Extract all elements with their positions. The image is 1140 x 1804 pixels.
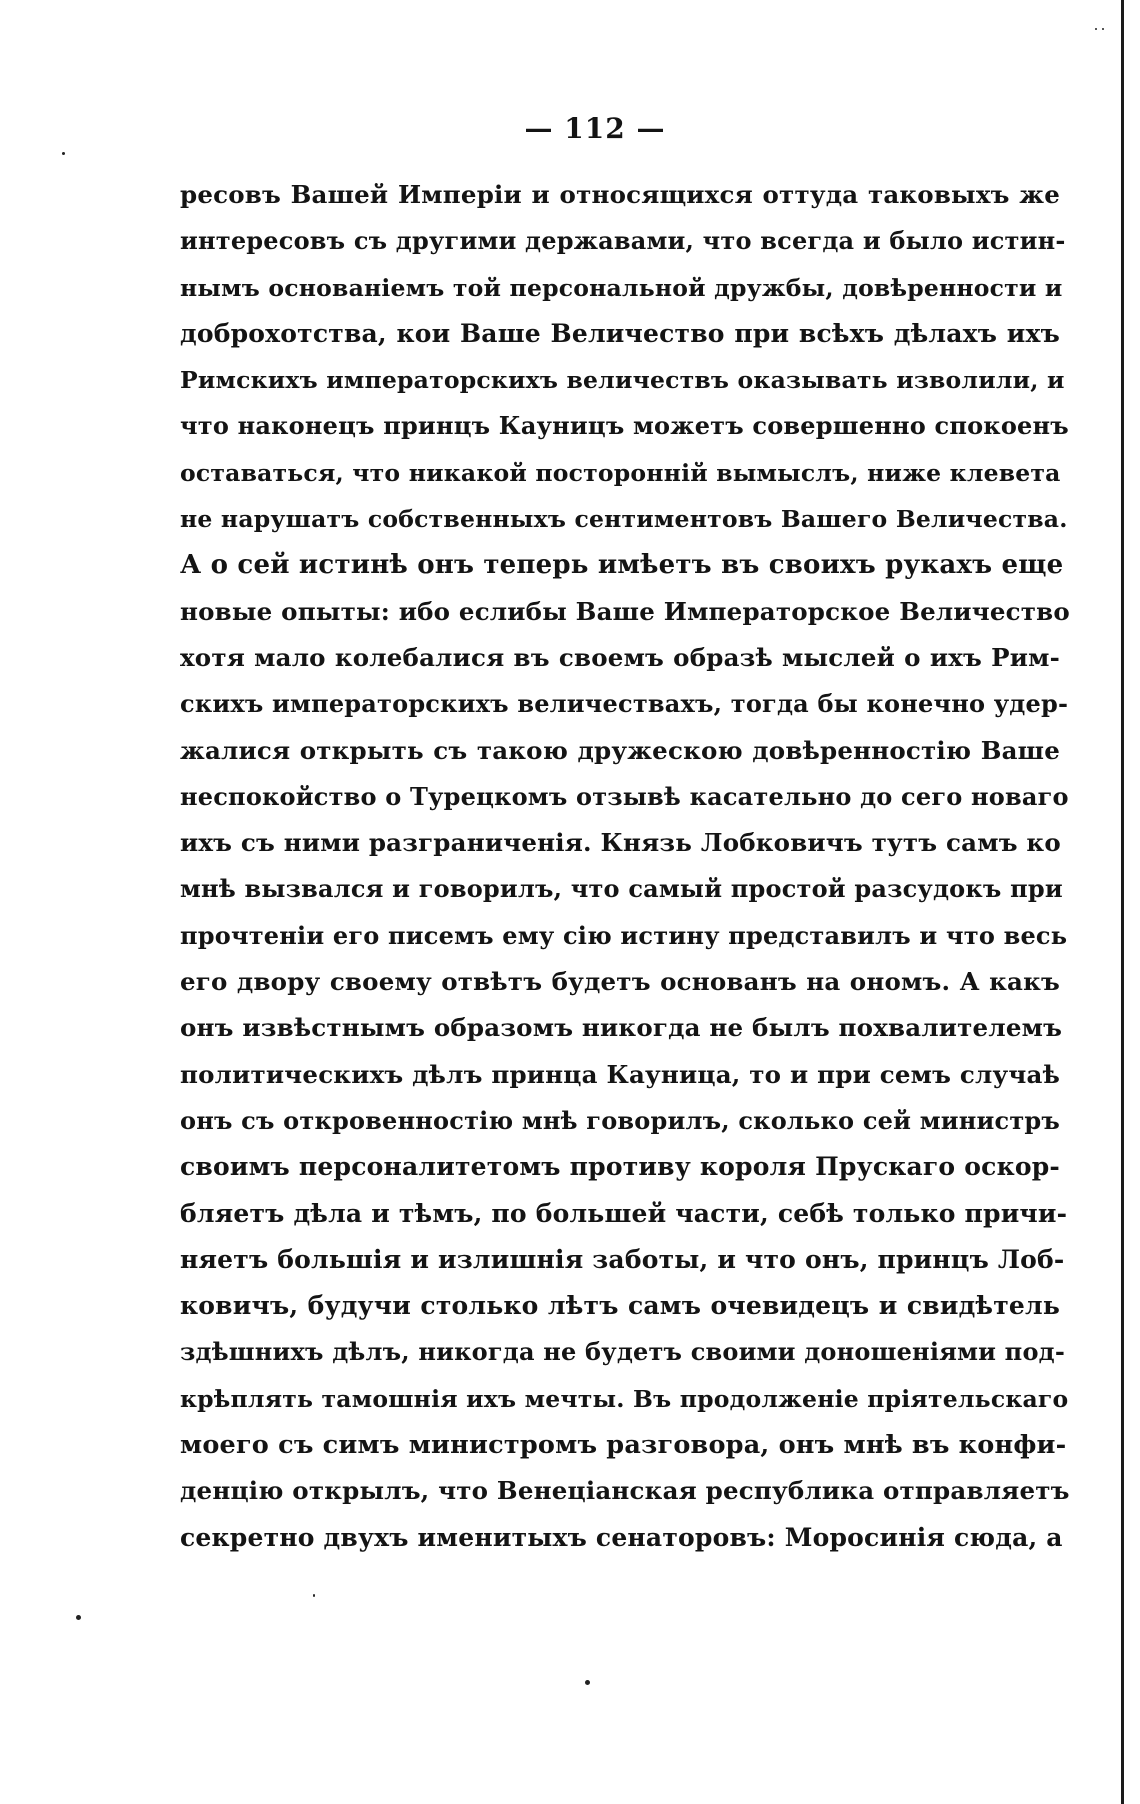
text-line: прочтеніи его писемъ ему сію истину представилъ и что весь — [180, 920, 1068, 950]
text-line: оставаться, что никакой посторонній вымыслъ, ниже клевета — [180, 458, 1061, 487]
text-line: моего съ симъ министромъ разговора, онъ мнѣ въ конфи- — [180, 1430, 1067, 1461]
text-line: своимъ персоналитетомъ противу короля Прускаго оскор- — [180, 1152, 1060, 1182]
text-line: нымъ основаніемъ той персональной дружбы, довѣренности и — [180, 273, 1063, 302]
text-line: новые опыты: ибо еслибы Ваше Императорское Величество — [180, 596, 1070, 626]
text-line: здѣшнихъ дѣлъ, никогда не будетъ своими доношеніями под- — [180, 1337, 1066, 1367]
text-line: мнѣ вызвался и говорилъ, что самый простой разсудокъ при — [180, 874, 1063, 904]
scan-speck — [76, 1615, 81, 1620]
scan-speck — [1095, 28, 1097, 30]
text-line: жалися открыть съ такою дружескою довѣренностію Ваше — [180, 735, 1060, 765]
text-line: денцію открылъ, что Венеціанская республика отправляетъ — [180, 1476, 1070, 1506]
text-line: хотя мало колебалися въ своемъ образѣ мыслей о ихъ Рим- — [180, 642, 1060, 672]
text-line: секретно двухъ именитыхъ сенаторовъ: Моросинія сюда, а — [180, 1522, 1063, 1552]
text-line: ихъ съ ними разграниченія. Князь Лобковичъ тутъ самъ ко — [180, 828, 1061, 858]
text-line: не нарушатъ собственныхъ сентиментовъ Вашего Величества. — [180, 505, 1068, 534]
text-line: ресовъ Вашей Имперіи и относящихся оттуда таковыхъ же — [180, 180, 1060, 209]
text-line: А о сей истинѣ онъ теперь имѣетъ въ своихъ рукахъ еще — [180, 550, 1064, 581]
text-line: его двору своему отвѣтъ будетъ основанъ на ономъ. А какъ — [180, 967, 1060, 997]
text-line: ковичъ, будучи столько лѣтъ самъ очевидецъ и свидѣтель — [180, 1291, 1060, 1321]
text-line: скихъ императорскихъ величествахъ, тогда бы конечно удер- — [180, 689, 1069, 719]
scan-speck — [585, 1680, 590, 1685]
text-line: что наконецъ принцъ Кауницъ можетъ совершенно спокоенъ — [180, 411, 1069, 441]
text-line: онъ извѣстнымъ образомъ никогда не былъ похвалителемъ — [180, 1013, 1063, 1043]
body-text — [180, 172, 1070, 1561]
text-line: политическихъ дѣлъ принца Кауница, то и при семъ случаѣ — [180, 1059, 1060, 1089]
text-line: бляетъ дѣла и тѣмъ, по большей части, себѣ только причи- — [180, 1198, 1068, 1228]
text-line: няетъ большія и излишнія заботы, и что онъ, принцъ Лоб- — [180, 1244, 1065, 1274]
page-number: — 112 — — [524, 112, 666, 145]
page-edge-rule — [1121, 0, 1124, 1804]
text-line: интересовъ съ другими державами, что всегда и было истин- — [180, 226, 1066, 256]
text-line: неспокойство о Турецкомъ отзывѣ касательно до сего новаго — [180, 781, 1069, 811]
scan-speck — [313, 1594, 315, 1597]
scan-speck — [62, 152, 65, 155]
text-line: доброхотства, кои Ваше Величество при всѣхъ дѣлахъ ихъ — [180, 318, 1060, 348]
text-line: Римскихъ императорскихъ величествъ оказывать изволили, и — [180, 366, 1065, 395]
scan-speck — [1102, 28, 1104, 30]
text-line: крѣплять тамошнія ихъ мечты. Въ продолженіе пріятельскаго — [180, 1384, 1069, 1413]
text-line: онъ съ откровенностію мнѣ говорилъ, сколько сей министръ — [180, 1105, 1060, 1135]
